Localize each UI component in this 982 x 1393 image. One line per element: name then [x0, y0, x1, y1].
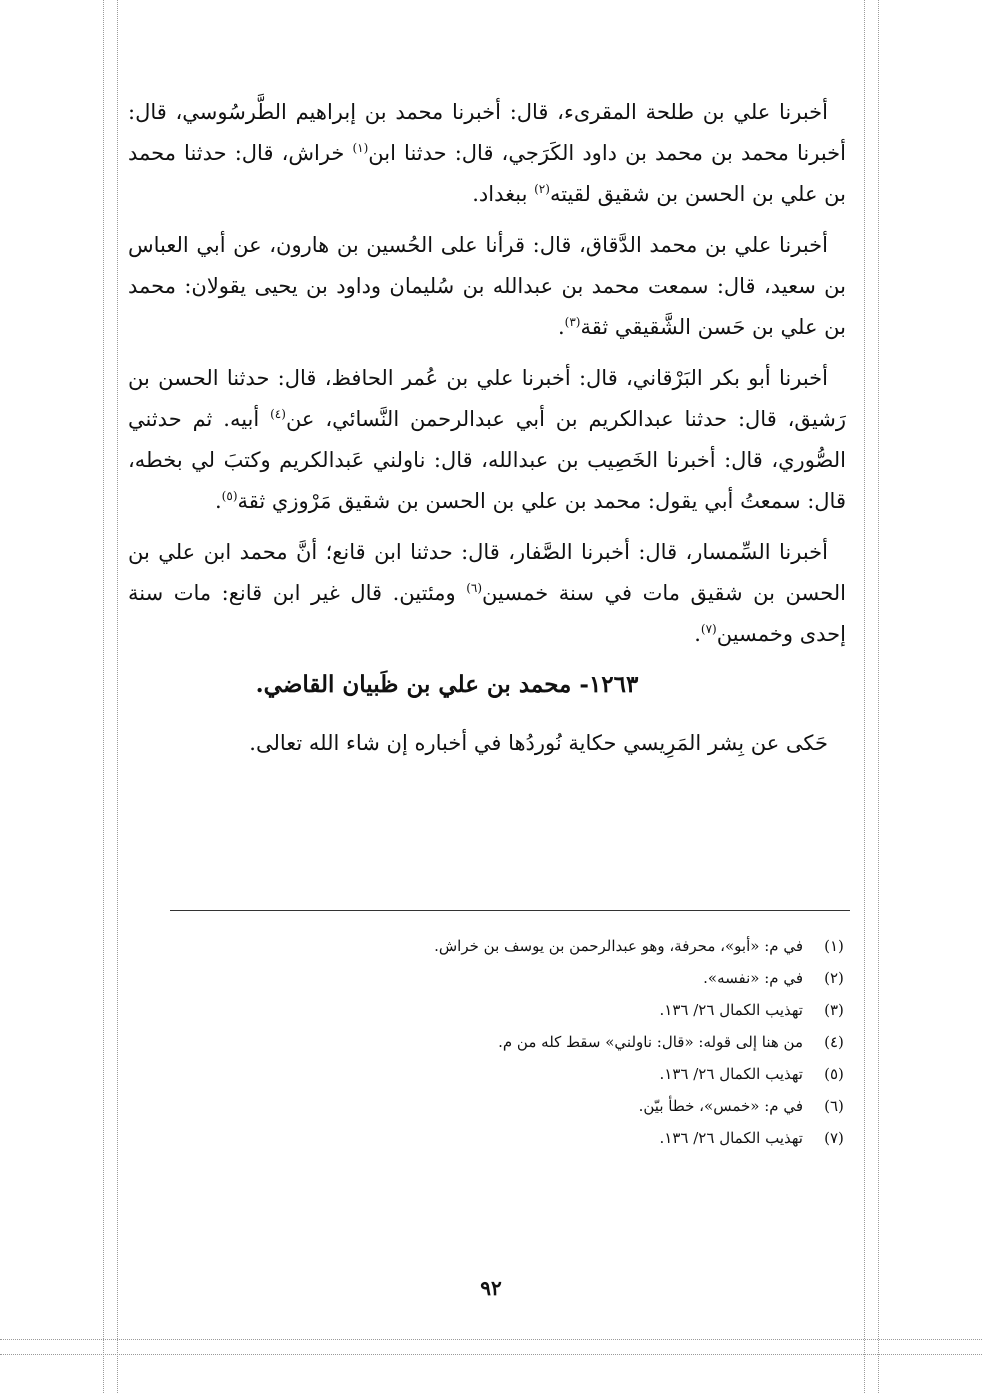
- footnote-ref: (٧): [700, 622, 717, 636]
- footnote-ref: (٤): [270, 407, 286, 421]
- guide-line: [0, 1354, 982, 1355]
- footnote: [128, 1026, 853, 1058]
- footnote: [128, 930, 853, 962]
- footnotes: [128, 930, 853, 1154]
- closing-paragraph: حَكى عن بِشر المَرِيسي حكاية نُوردُها في أخباره إن شاء الله تعالى.: [249, 731, 828, 755]
- footnote: [128, 1090, 853, 1122]
- footnote: [128, 1122, 853, 1154]
- footnote: [128, 994, 853, 1026]
- page-number: ٩٢: [480, 1276, 502, 1300]
- paragraph-text: خراش، قال: حدثنا محمد بن علي بن الحسن بن شقيق لقيته: [128, 141, 846, 206]
- footnote-text: تهذيب الكمال ٢٦/ ١٣٦.: [659, 1065, 803, 1083]
- guide-line: [864, 0, 865, 1393]
- paragraph-text: ومئتين. قال غير ابن قانع: مات سنة إحدى وخمسين: [128, 581, 846, 646]
- paragraph-text: أخبرنا أبو بكر البَرْقاني، قال: أخبرنا علي بن عُمر الحافظ، قال: حدثنا الحسن بن رَشيق، قال: حدثنا عبدالكريم بن أبي عبدالرحمن النَّسائي، عن: [128, 366, 846, 431]
- footnote-ref: (٦): [466, 581, 483, 595]
- footnote-number: (٤): [824, 1033, 844, 1051]
- footnote-number: (٥): [824, 1065, 844, 1083]
- paragraph: [128, 358, 846, 522]
- footnote-number: (٧): [824, 1129, 844, 1147]
- paragraph: [128, 225, 846, 348]
- footnote-ref: (٥): [221, 489, 238, 503]
- page-body: [128, 92, 846, 763]
- paragraph-text: أخبرنا السِّمسار، قال: أخبرنا الصَّفار، قال: حدثنا ابن قانع؛ أنَّ محمد ابن علي بن الحسن بن شقيق مات في سنة خمسين: [128, 540, 846, 605]
- footnote: [128, 1058, 853, 1090]
- footnote-text: تهذيب الكمال ٢٦/ ١٣٦.: [659, 1129, 803, 1147]
- footnote-number: (١): [824, 937, 844, 955]
- footnote-ref: (٣): [564, 315, 581, 329]
- footnote-text: من هنا إلى قوله: «قال: ناولني» سقط كله من م.: [498, 1033, 803, 1051]
- footnote-number: (٦): [824, 1097, 844, 1115]
- footnote-number: (٣): [824, 1001, 844, 1019]
- guide-line: [117, 0, 118, 1393]
- paragraph: [128, 92, 846, 215]
- footnote-ref: (١): [352, 141, 369, 155]
- footnote: [128, 962, 853, 994]
- footnote-text: في م: «أبو»، محرفة، وهو عبدالرحمن بن يوسف بن خراش.: [434, 937, 803, 955]
- guide-line: [0, 1339, 982, 1340]
- guide-line: [878, 0, 879, 1393]
- entry-heading: ١٢٦٣- محمد بن علي بن ظَبيان القاضي.: [255, 671, 639, 698]
- paragraph-text: أخبرنا علي بن طلحة المقرىء، قال: أخبرنا محمد بن إبراهيم الطَّرسُوسي، قال: أخبرنا محمد بن محمد بن داود الكَرَجي، قال: حدثنا ابن: [128, 100, 846, 165]
- guide-line: [103, 0, 104, 1393]
- footnote-text: تهذيب الكمال ٢٦/ ١٣٦.: [659, 1001, 803, 1019]
- paragraph-text: أخبرنا علي بن محمد الدَّقاق، قال: قرأنا على الحُسين بن هارون، عن أبي العباس بن سعيد، قال: سمعت محمد بن عبدالله بن سُليمان وداود بن يحيى يقولان: محمد بن علي بن حَسن الشَّقيقي ثقة: [128, 233, 846, 339]
- paragraph-text: .: [214, 489, 222, 513]
- paragraph-text: .: [557, 315, 565, 339]
- footnote-ref: (٢): [534, 182, 550, 196]
- footnote-number: (٢): [824, 969, 844, 987]
- paragraph-text: أبيه. ثم حدثني الصُّوري، قال: أخبرنا الخَصِيب بن عبدالله، قال: ناولني عَبدالكريم وكتبَ لي بخطه، قال: سمعتُ أبي يقول: محمد بن علي بن الحسن بن شقيق مَرْوزي ثقة: [128, 407, 846, 513]
- footnote-text: في م: «نفسه».: [703, 969, 803, 987]
- paragraph-text: ببغداد.: [472, 182, 535, 206]
- footnote-text: في م: «خمس»، خطأ بيّن.: [638, 1097, 803, 1115]
- paragraph: [128, 532, 846, 655]
- paragraph-text: .: [694, 622, 701, 646]
- footnote-divider: [170, 910, 850, 911]
